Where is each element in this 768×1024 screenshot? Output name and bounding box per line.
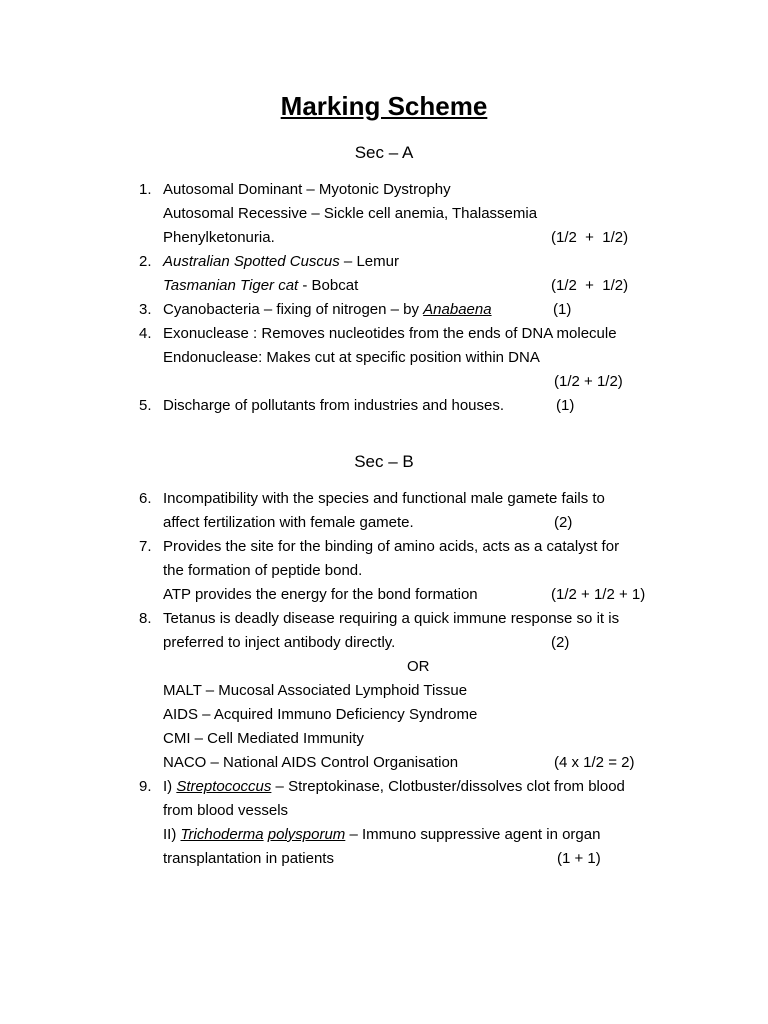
q7-line-1: Provides the site for the binding of amino acids, acts as a catalyst for	[163, 538, 620, 555]
q3-marks: (1)	[553, 301, 572, 318]
q8-line-6: NACO – National AIDS Control Organisation	[163, 754, 459, 771]
q7-marks: (1/2 + 1/2 + 1)	[551, 586, 646, 603]
q5-line: Discharge of pollutants from industries and houses.	[163, 397, 505, 414]
q2-answer-2: - Bobcat	[298, 277, 359, 294]
q9-part-2-prefix: II)	[163, 826, 181, 843]
q1-line-2: Autosomal Recessive – Sickle cell anemia, Thalassemia	[163, 205, 538, 222]
q2-marks: (1/2 + 1/2)	[551, 277, 629, 294]
q4-line-2: Endonuclease: Makes cut at specific position within DNA	[163, 349, 540, 366]
q3-genus: Anabaena	[423, 301, 492, 318]
q1-marks: (1/2 + 1/2)	[551, 229, 629, 246]
q2-line-2	[163, 276, 358, 296]
q2-line-1	[163, 252, 399, 272]
item-number-6: 6.	[139, 490, 152, 507]
section-a-heading: Sec – A	[354, 143, 414, 162]
q8-marks-1: (2)	[551, 634, 570, 651]
item-number-1: 1.	[139, 181, 152, 198]
q9-part-2-text: – Immuno suppressive agent in organ	[345, 826, 601, 843]
q1-line-1: Autosomal Dominant – Myotonic Dystrophy	[163, 181, 451, 198]
q9-marks: (1 + 1)	[557, 850, 601, 867]
item-number-5: 5.	[139, 397, 152, 414]
q9-part-2-line-2: transplantation in patients	[163, 850, 334, 867]
q8-line-3: MALT – Mucosal Associated Lymphoid Tissue	[163, 682, 468, 699]
q8-marks-2: (4 x 1/2 = 2)	[554, 754, 635, 771]
q9-part-1-line-1	[163, 777, 625, 797]
q8-or: OR	[407, 658, 430, 675]
q9-part-1-line-2: from blood vessels	[163, 802, 289, 819]
q9-genus-2: Trichoderma	[180, 826, 264, 843]
section-b-heading: Sec – B	[354, 452, 414, 471]
q7-line-3: ATP provides the energy for the bond formation	[163, 586, 478, 603]
q3-line	[163, 300, 492, 320]
q8-line-4: AIDS – Acquired Immuno Deficiency Syndrome	[163, 706, 478, 723]
q3-text: Cyanobacteria – fixing of nitrogen – by	[163, 301, 424, 318]
q8-line-1: Tetanus is deadly disease requiring a quick immune response so it is	[163, 610, 620, 627]
item-number-3: 3.	[139, 301, 152, 318]
q9-part-2-line-1	[163, 825, 600, 845]
q8-line-5: CMI – Cell Mediated Immunity	[163, 730, 364, 747]
item-number-9: 9.	[139, 778, 152, 795]
q8-line-2: preferred to inject antibody directly.	[163, 634, 396, 651]
item-number-8: 8.	[139, 610, 152, 627]
q9-part-1-text: – Streptokinase, Clotbuster/dissolves clot from blood	[271, 778, 625, 795]
q7-line-2: the formation of peptide bond.	[163, 562, 363, 579]
q6-marks: (2)	[554, 514, 573, 531]
item-number-4: 4.	[139, 325, 152, 342]
q4-marks: (1/2 + 1/2)	[554, 373, 623, 390]
page-title: Marking Scheme	[280, 91, 488, 121]
q6-line-2: affect fertilization with female gamete.	[163, 514, 414, 531]
q2-answer-1: – Lemur	[339, 253, 399, 270]
q5-marks: (1)	[556, 397, 575, 414]
item-number-7: 7.	[139, 538, 152, 555]
q2-animal-1: Australian Spotted Cuscus	[163, 253, 340, 270]
q4-line-1: Exonuclease : Removes nucleotides from the ends of DNA molecule	[163, 325, 617, 342]
q6-line-1: Incompatibility with the species and functional male gamete fails to	[163, 490, 605, 507]
q9-part-1-prefix: I)	[163, 778, 177, 795]
item-number-2: 2.	[139, 253, 152, 270]
q9-genus-1: Streptococcus	[176, 778, 272, 795]
q2-animal-2: Tasmanian Tiger cat	[163, 277, 299, 294]
q9-species-2: polysporum	[267, 826, 346, 843]
q1-line-3: Phenylketonuria.	[163, 229, 275, 246]
